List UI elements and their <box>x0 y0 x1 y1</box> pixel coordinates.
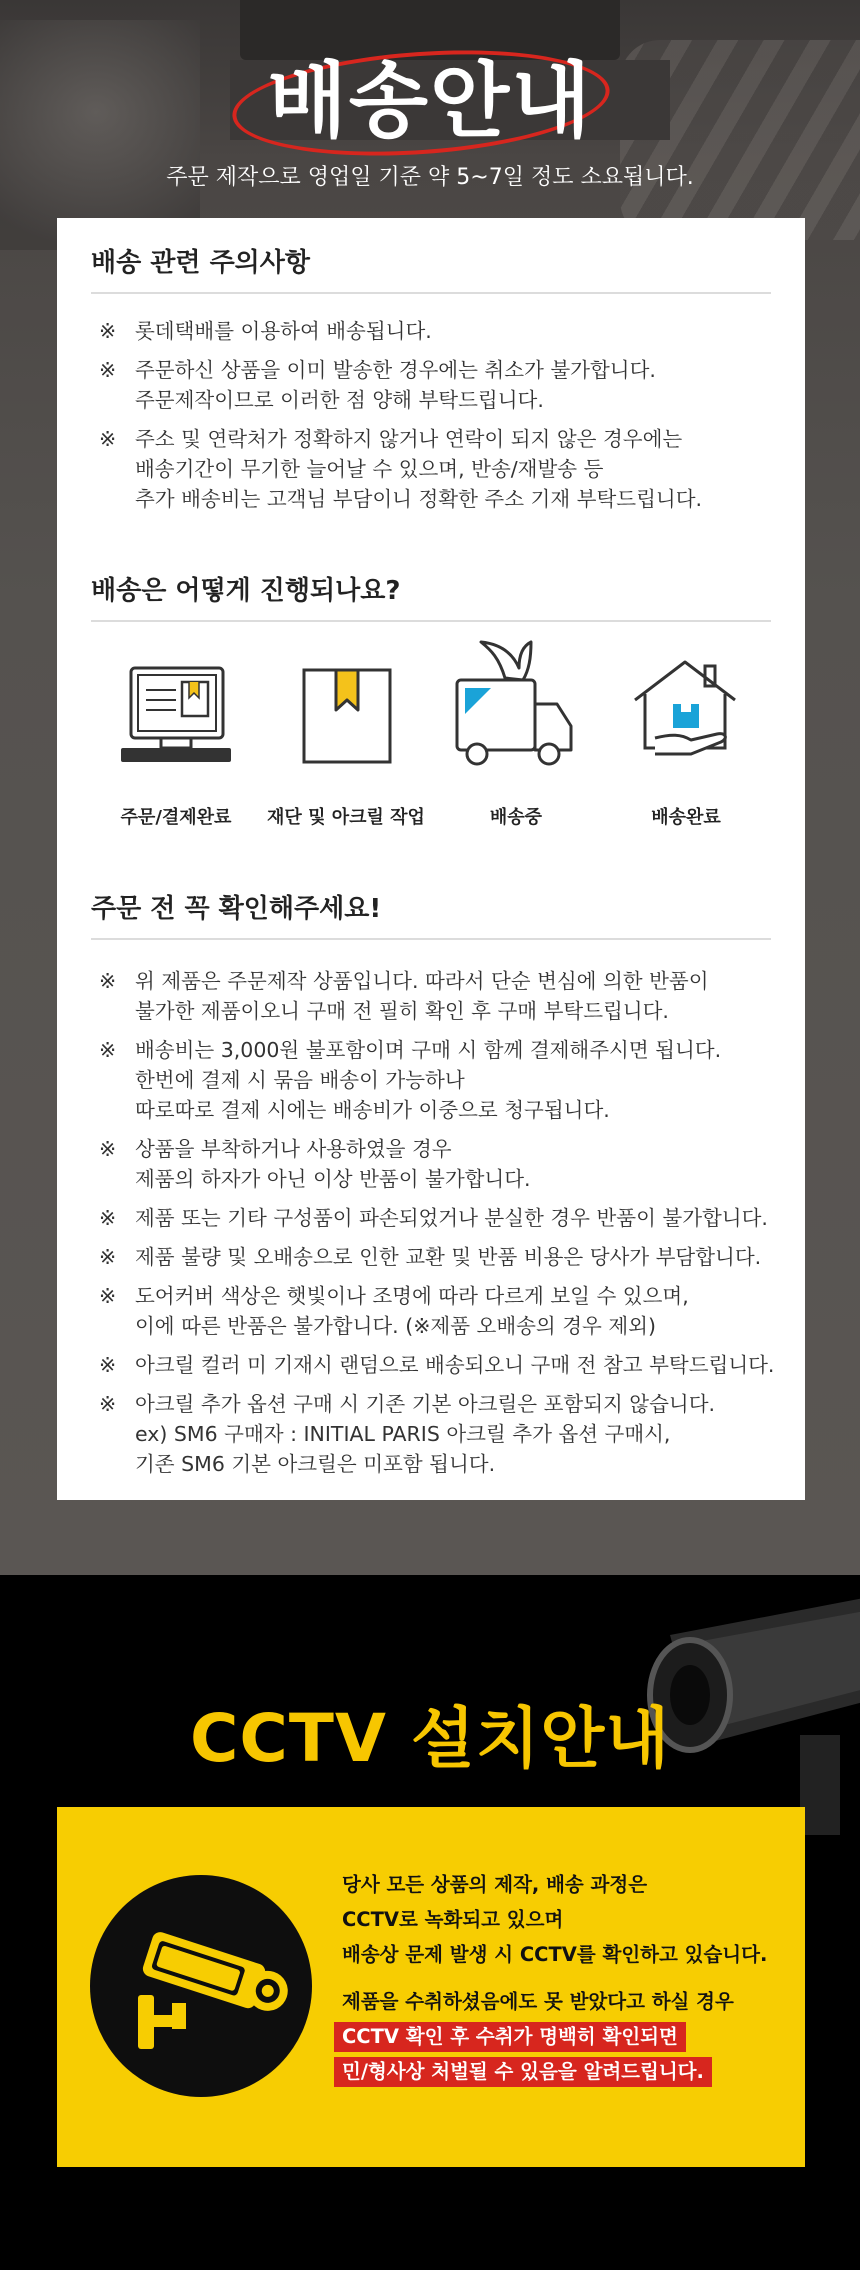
shipping-notes-list <box>99 316 702 523</box>
cctv-line: CCTV로 녹화되고 있으며 <box>342 1908 564 1931</box>
security-camera-icon <box>90 1875 312 2097</box>
cctv-line: 당사 모든 상품의 제작, 배송 과정은 <box>342 1873 648 1896</box>
list-item: ※ 아크릴 추가 옵션 구매 시 기존 기본 아크릴은 포함되지 않습니다. ex) SM6 구매자 : INITIAL PARIS 아크릴 추가 옵션 구매시, 기존 SM6 기본 아크릴은 미포함 됩니다. <box>99 1392 716 1476</box>
list-item: ※ 도어커버 색상은 햇빛이나 조명에 따라 다르게 보일 수 있으며, 이에 따른 반품은 불가합니다. (※제품 오배송의 경우 제외) <box>99 1284 689 1338</box>
list-item: ※ 위 제품은 주문제작 상품입니다. 따라서 단순 변심에 의한 반품이 불가한 제품이오니 구매 전 필히 확인 후 구매 부탁드립니다. <box>99 969 709 1023</box>
cctv-highlight: 민/형사상 처벌될 수 있음을 알려드립니다. <box>334 2057 712 2087</box>
divider <box>91 292 771 294</box>
house-hand-icon <box>621 638 751 778</box>
process-steps <box>91 638 771 838</box>
cctv-notice-box <box>57 1807 805 2167</box>
checklist-title: 주문 전 꼭 확인해주세요! <box>91 894 382 924</box>
cctv-warning: 제품을 수취하셨음에도 못 받았다고 하실 경우 <box>342 1990 734 2013</box>
page-subtitle: 주문 제작으로 영업일 기준 약 5~7일 정도 소요됩니다. <box>166 165 694 190</box>
step-cutting <box>261 638 431 828</box>
step-label: 재단 및 아크릴 작업 <box>267 807 425 828</box>
step-delivered <box>601 638 771 828</box>
list-item: ※ 상품을 부착하거나 사용하였을 경우 제품의 하자가 아닌 이상 반품이 불가합니다. <box>99 1137 531 1191</box>
step-label: 배송중 <box>489 807 543 828</box>
step-delivering <box>431 638 601 828</box>
cctv-section <box>0 1575 860 2270</box>
camera-circle <box>90 1875 312 2097</box>
step-label: 주문/결제완료 <box>120 807 232 828</box>
checklist-list <box>99 966 774 1488</box>
list-item: ※ 제품 또는 기타 구성품이 파손되었거나 분실한 경우 반품이 불가합니다. <box>99 1206 768 1230</box>
computer-order-icon <box>116 638 236 778</box>
cctv-title: CCTV 설치안내 <box>190 1700 670 1777</box>
step-order <box>91 638 261 828</box>
cctv-highlight: CCTV 확인 후 수취가 명백히 확인되면 <box>334 2022 686 2052</box>
step-label: 배송완료 <box>651 807 721 828</box>
box-bookmark-icon <box>286 638 406 778</box>
list-item: ※ 주문하신 상품을 이미 발송한 경우에는 취소가 불가합니다. 주문제작이므로 이러한 점 양해 부탁드립니다. <box>99 358 656 412</box>
list-item: ※ 제품 불량 및 오배송으로 인한 교환 및 반품 비용은 당사가 부담합니다. <box>99 1245 762 1269</box>
divider <box>91 620 771 622</box>
shipping-notes-title: 배송 관련 주의사항 <box>91 248 311 278</box>
process-title: 배송은 어떻게 진행되나요? <box>91 576 401 606</box>
info-card <box>57 218 805 1500</box>
list-item: ※ 배송비는 3,000원 불포함이며 구매 시 함께 결제해주시면 됩니다. 한번에 결제 시 묶음 배송이 가능하나 따로따로 결제 시에는 배송비가 이중으로 청구됩니다. <box>99 1038 722 1122</box>
list-item: ※ 아크릴 컬러 미 기재시 랜덤으로 배송되오니 구매 전 참고 부탁드립니다. <box>99 1353 775 1377</box>
winged-truck-icon <box>451 638 581 778</box>
page-title: 배송안내 <box>267 54 593 149</box>
divider <box>91 938 771 940</box>
list-item: ※ 주소 및 연락처가 정확하지 않거나 연락이 되지 않은 경우에는 배송기간이 무기한 늘어날 수 있으며, 반송/재발송 등 추가 배송비는 고객님 부담이니 정확한 주소 기재 부탁드립니다. <box>99 427 703 511</box>
cctv-line: 배송상 문제 발생 시 CCTV를 확인하고 있습니다. <box>342 1943 768 1966</box>
list-item: ※ 롯데택배를 이용하여 배송됩니다. <box>99 319 432 343</box>
cctv-notice-text <box>342 1867 767 2089</box>
